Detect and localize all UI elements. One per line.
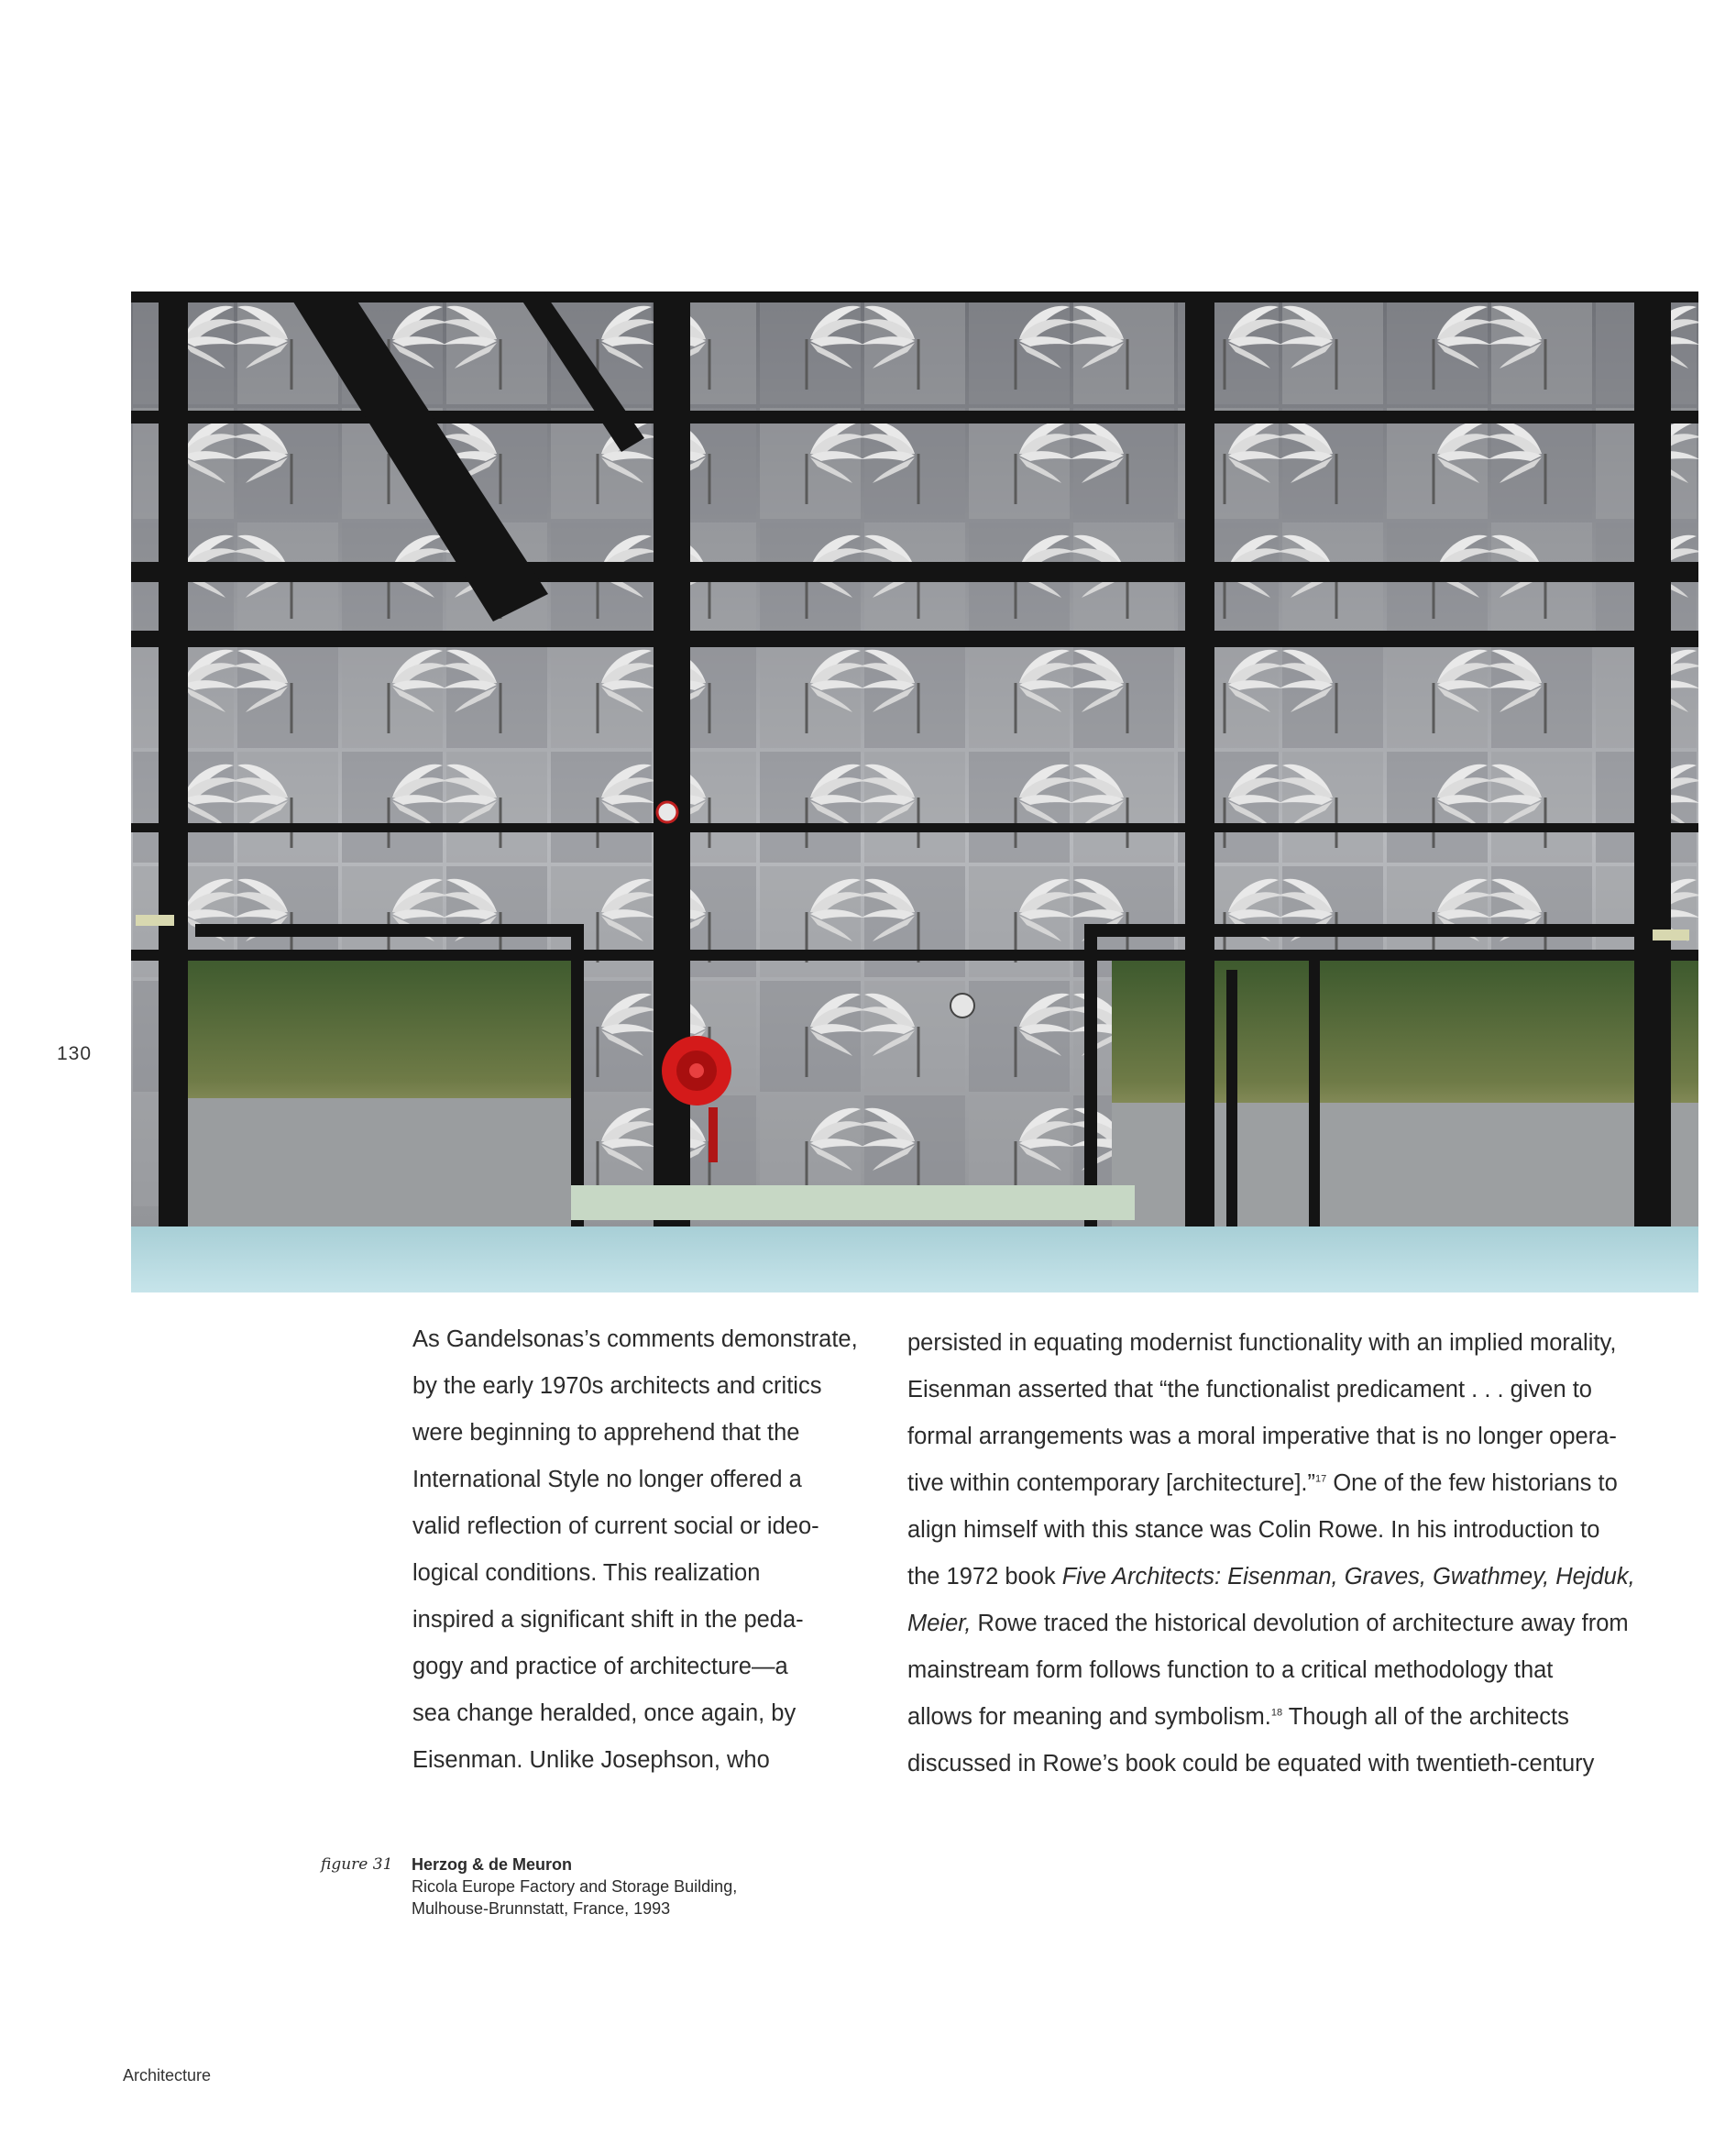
figure-photo [131, 292, 1698, 1292]
text-line: persisted in equating modernist functionality with an implied morality, [907, 1330, 1617, 1356]
text-run: tive within contemporary [architecture].” [907, 1470, 1316, 1496]
running-footer: Architecture [123, 2066, 212, 2084]
figure-label: figure 31 [321, 1855, 393, 1874]
footnote-ref: 17 [1315, 1473, 1327, 1485]
text-line [907, 1600, 1687, 1647]
caption-body [412, 1854, 870, 1920]
text-line: by the early 1970s architects and critics [412, 1373, 822, 1399]
text-line: International Style no longer offered a [412, 1467, 802, 1492]
text-line [907, 1460, 1687, 1507]
book-title: Meier, [907, 1611, 972, 1636]
text-line [907, 1694, 1687, 1741]
exit-sign-icon [136, 915, 174, 926]
exit-sign-icon [1653, 930, 1689, 940]
caption-architect: Herzog & de Meuron [412, 1855, 573, 1874]
floor [131, 1226, 1698, 1292]
text-line [907, 1554, 1687, 1600]
left-doorway [181, 957, 571, 1232]
caption-line: Mulhouse-Brunnstatt, France, 1993 [412, 1899, 671, 1918]
book-title: Five Architects: Eisenman, Graves, Gwathmey, Hejduk, [1061, 1564, 1635, 1590]
text-line: mainstream form follows function to a critical methodology that [907, 1657, 1554, 1683]
concrete-plinth [571, 1185, 1135, 1220]
clock-icon [950, 994, 974, 1018]
left-text-column [412, 1316, 871, 1784]
text-line: gogy and practice of architecture—a [412, 1654, 788, 1679]
text-line: sea change heralded, once again, by [412, 1700, 797, 1726]
text-line: discussed in Rowe’s book could be equated with twentieth-century [907, 1751, 1595, 1776]
text-line: Eisenman. Unlike Josephson, who [412, 1747, 770, 1773]
text-line: As Gandelsonas’s comments demonstrate, [412, 1326, 858, 1352]
text-line: were beginning to apprehend that the [412, 1420, 800, 1446]
page-number: 130 [57, 1043, 93, 1064]
text-run: allows for meaning and symbolism. [907, 1704, 1271, 1730]
alarm-icon [657, 802, 677, 822]
text-line: inspired a significant shift in the peda- [412, 1607, 804, 1633]
footnote-ref: 18 [1270, 1707, 1283, 1719]
text-line: formal arrangements was a moral imperative that is no longer opera- [907, 1424, 1617, 1449]
text-line: logical conditions. This realization [412, 1560, 761, 1586]
text-line: Eisenman asserted that “the functionalist predicament . . . given to [907, 1377, 1592, 1402]
text-line: align himself with this stance was Colin Rowe. In his introduction to [907, 1517, 1600, 1543]
text-run: One of the few historians to [1326, 1470, 1618, 1496]
text-run: Rowe traced the historical devolution of architecture away from [971, 1611, 1629, 1636]
text-run: the 1972 book [907, 1564, 1062, 1590]
text-run: Though all of the architects [1282, 1704, 1569, 1730]
caption-line: Ricola Europe Factory and Storage Building, [412, 1877, 738, 1896]
factory-photo [131, 292, 1698, 1292]
text-line: valid reflection of current social or ideo- [412, 1513, 819, 1539]
right-text-column [907, 1320, 1687, 1788]
